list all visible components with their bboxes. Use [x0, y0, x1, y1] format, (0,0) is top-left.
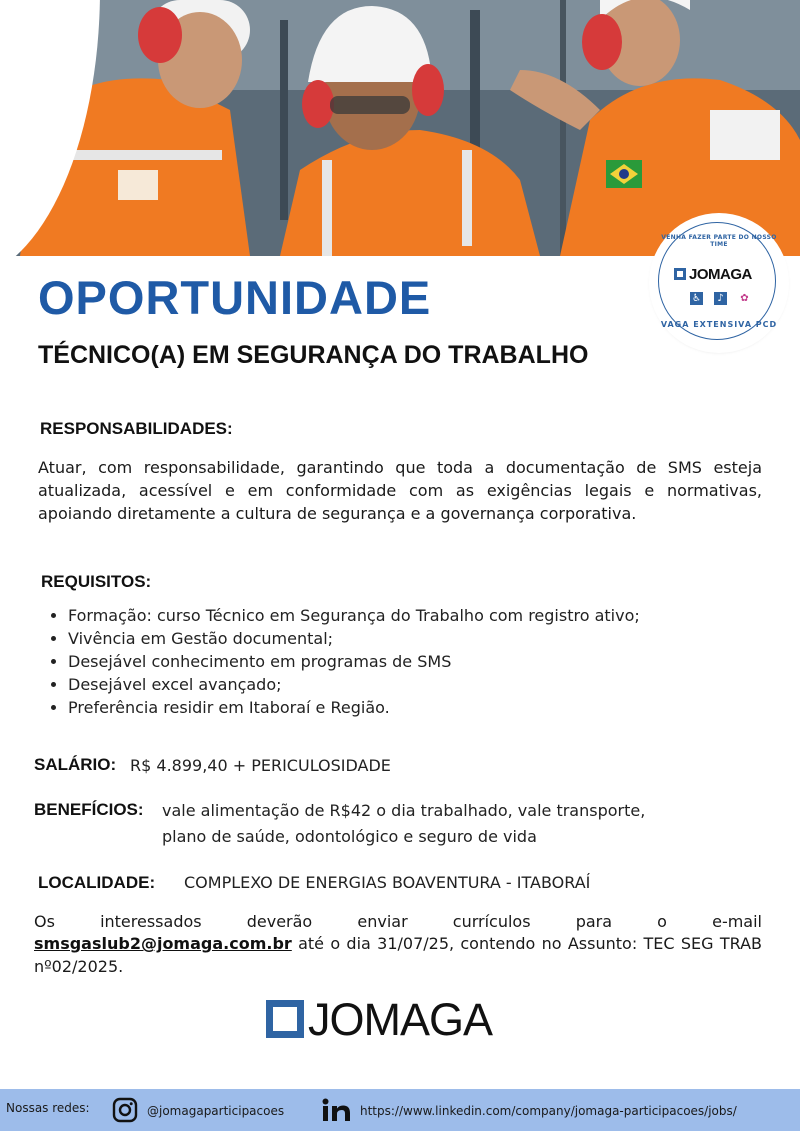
puzzle-icon: ✿	[740, 293, 749, 304]
job-title: TÉCNICO(A) EM SEGURANÇA DO TRABALHO	[38, 341, 589, 369]
seal-top-text: VENHA FAZER PARTE DO NOSSO TIME	[661, 234, 777, 248]
beneficios-line1: vale alimentação de R$42 o dia trabalhado, vale transporte,	[162, 801, 646, 820]
footer-label: Nossas redes:	[6, 1101, 90, 1115]
workers-photo-icon	[0, 0, 800, 256]
localidade-label: LOCALIDADE:	[38, 873, 156, 892]
pcd-seal	[652, 216, 786, 350]
responsabilidades-label: RESPONSABILIDADES:	[40, 419, 233, 438]
responsabilidades-text: Atuar, com responsabilidade, garantindo que toda a documentação de SMS esteja atualizada, acessível e em conformidade com as exigências legais e normativas, apoiando diretamente a cultura de segurança e a governança corporativa.	[38, 458, 762, 523]
seal-bottom-text: VAGA EXTENSIVA PCD	[660, 320, 778, 329]
contato-intro: Os interessados deverão enviar currículos para o e-mail	[34, 912, 762, 931]
instagram-handle[interactable]: @jomagaparticipacoes	[147, 1104, 285, 1118]
salario-value: R$ 4.899,40 + PERICULOSIDADE	[130, 756, 391, 775]
contato-text	[34, 932, 762, 978]
hearing-icon: ♪	[714, 292, 727, 305]
instagram-icon[interactable]	[112, 1097, 138, 1123]
salario-label: SALÁRIO:	[34, 755, 117, 774]
jomaga-square-icon	[674, 268, 686, 280]
list-item: • Vivência em Gestão documental;	[68, 627, 640, 650]
contato-rest: até o dia 31/07/25, contendo no Assunto: TEC SEG TRAB nº02/2025.	[34, 934, 762, 976]
seal-brand: JOMAGA	[689, 266, 752, 283]
list-item: • Preferência residir em Itaboraí e Região.	[68, 696, 640, 719]
jomaga-square-icon	[266, 1000, 304, 1038]
requisitos-label: REQUISITOS:	[41, 572, 152, 591]
wheelchair-icon: ♿	[690, 292, 703, 305]
seal-logo	[674, 266, 766, 284]
footer-bar	[0, 1089, 800, 1131]
beneficios-line2: plano de saúde, odontológico e seguro de vida	[162, 827, 537, 846]
email-link[interactable]: smsgaslub2@jomaga.com.br	[34, 934, 292, 953]
requisitos-list	[48, 604, 640, 719]
linkedin-icon[interactable]	[322, 1098, 352, 1122]
list-item: • Desejável excel avançado;	[68, 673, 640, 696]
hero-photo	[0, 0, 800, 256]
page-title: OPORTUNIDADE	[38, 271, 432, 324]
localidade-value: COMPLEXO DE ENERGIAS BOAVENTURA - ITABORAÍ	[184, 873, 591, 892]
linkedin-url[interactable]: https://www.linkedin.com/company/jomaga-participacoes/jobs/	[360, 1104, 737, 1118]
seal-icons	[686, 292, 756, 306]
beneficios-label: BENEFÍCIOS:	[34, 800, 144, 819]
jomaga-logo	[266, 994, 526, 1045]
list-item: • Formação: curso Técnico em Segurança do Trabalho com registro ativo;	[68, 604, 640, 627]
brand-name: JOMAGA	[308, 994, 493, 1045]
list-item: • Desejável conhecimento em programas de SMS	[68, 650, 640, 673]
